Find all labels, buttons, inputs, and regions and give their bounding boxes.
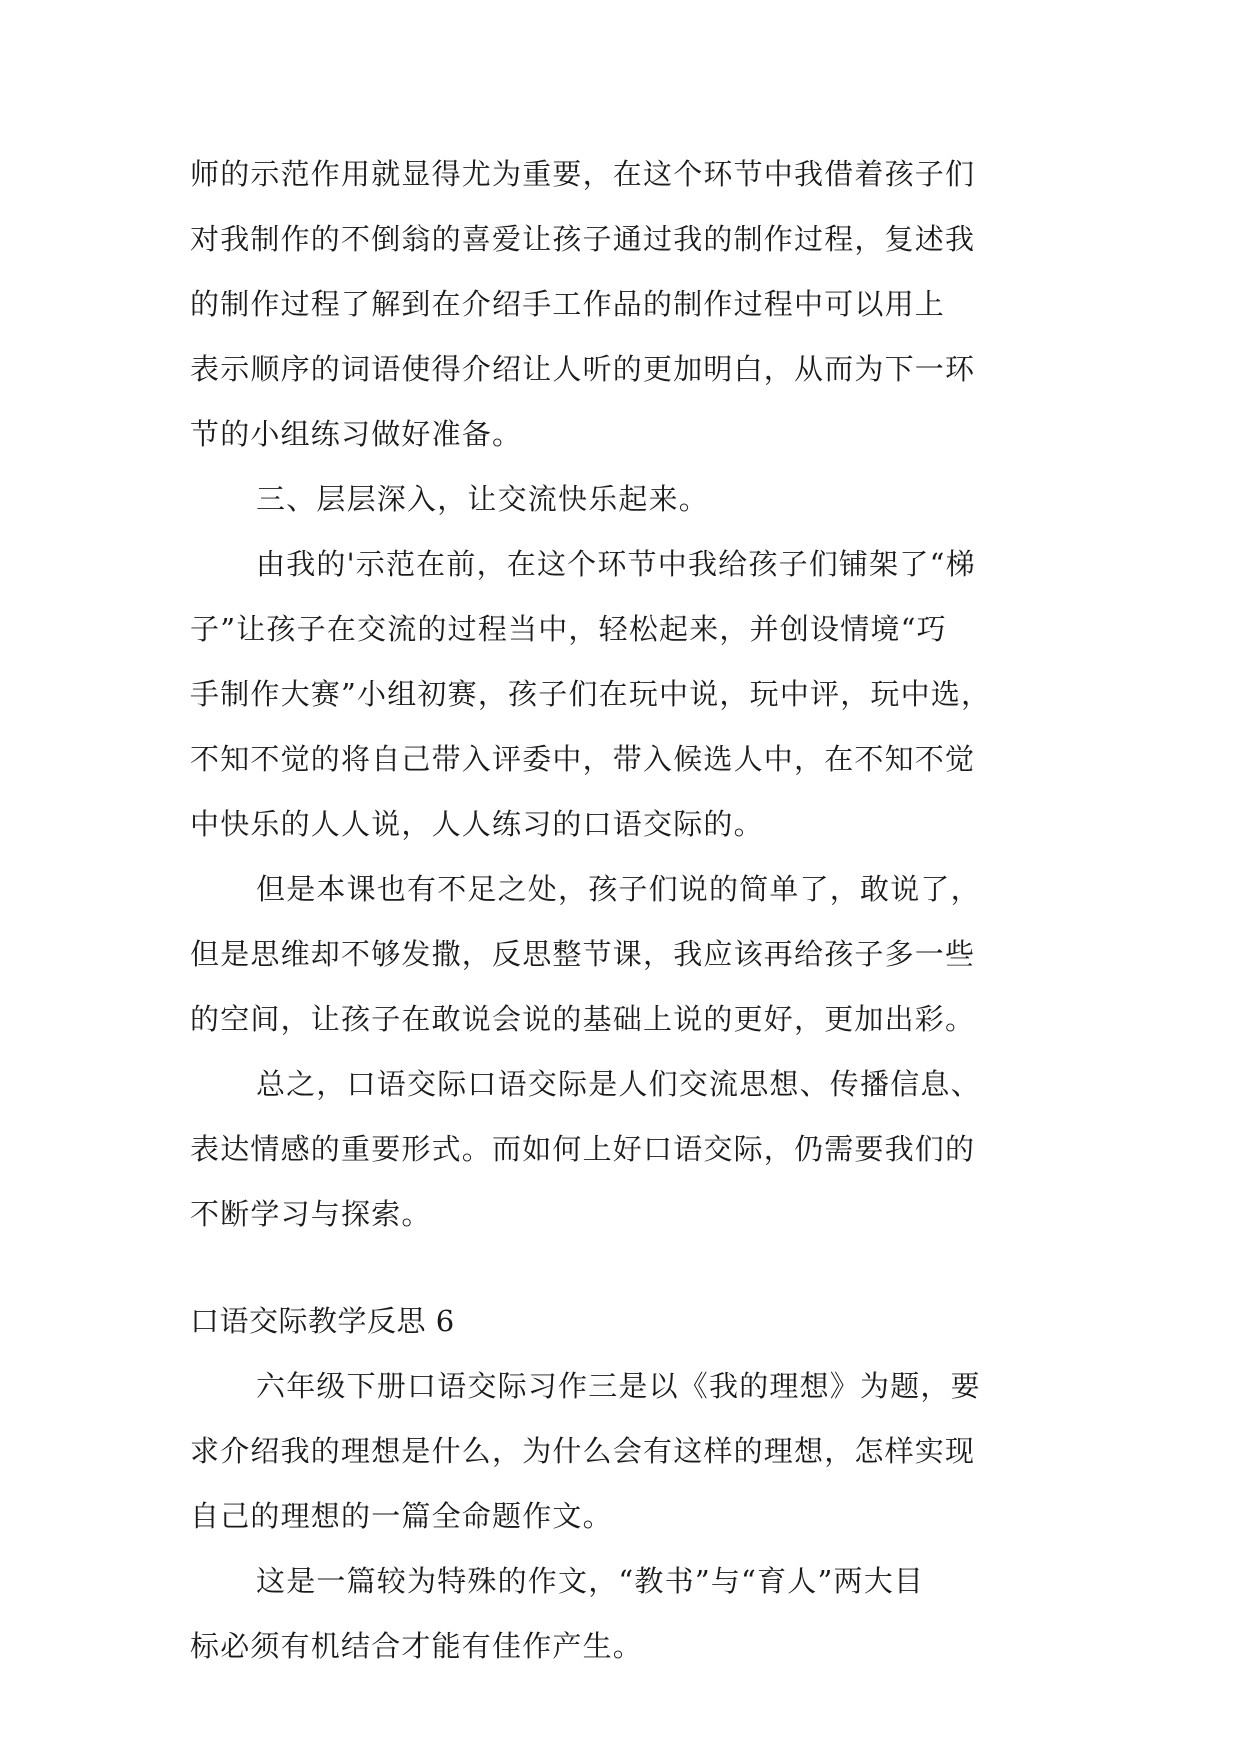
section-point-three: 三、层层深入，让交流快乐起来。: [256, 482, 710, 516]
paragraph-line: 但是思维却不够发撒，反思整节课，我应该再给孩子多一些: [190, 937, 976, 971]
paragraph-line: 对我制作的不倒翁的喜爱让孩子通过我的制作过程，复述我: [190, 222, 976, 256]
paragraph-line: 不知不觉的将自己带入评委中，带入候选人中，在不知不觉: [190, 742, 976, 776]
paragraph-line: 标必须有机结合才能有佳作产生。: [190, 1629, 644, 1663]
paragraph-line: 自己的理想的一篇全命题作文。: [190, 1499, 613, 1533]
paragraph-line: 不断学习与探索。: [190, 1197, 432, 1231]
paragraph-line: 求介绍我的理想是什么，为什么会有这样的理想，怎样实现: [190, 1434, 976, 1468]
paragraph-line: 的制作过程了解到在介绍手工作品的制作过程中可以用上: [190, 287, 946, 321]
paragraph-line: 由我的'示范在前，在这个环节中我给孩子们铺架了“梯: [256, 547, 976, 581]
paragraph-line: 这是一篇较为特殊的作文，“教书”与“育人”两大目: [256, 1564, 925, 1598]
paragraph-line: 六年级下册口语交际习作三是以《我的理想》为题，要: [256, 1369, 981, 1403]
paragraph-line: 的空间，让孩子在敢说会说的基础上说的更好，更加出彩。: [190, 1002, 976, 1036]
paragraph-line: 但是本课也有不足之处，孩子们说的简单了，敢说了，: [256, 872, 981, 906]
paragraph-line: 总之，口语交际口语交际是人们交流思想、传播信息、: [256, 1067, 981, 1101]
paragraph-line: 手制作大赛”小组初赛，孩子们在玩中说，玩中评，玩中选，: [190, 677, 992, 711]
paragraph-line: 师的示范作用就显得尤为重要，在这个环节中我借着孩子们: [190, 157, 976, 191]
paragraph-line: 表示顺序的词语使得介绍让人听的更加明白，从而为下一环: [190, 352, 976, 386]
paragraph-line: 子”让孩子在交流的过程当中，轻松起来，并创设情境“巧: [190, 612, 947, 646]
paragraph-line: 表达情感的重要形式。而如何上好口语交际，仍需要我们的: [190, 1132, 976, 1166]
section-heading: 口语交际教学反思 6: [190, 1304, 455, 1338]
paragraph-line: 节的小组练习做好准备。: [190, 417, 523, 451]
paragraph-line: 中快乐的人人说，人人练习的口语交际的。: [190, 807, 764, 841]
